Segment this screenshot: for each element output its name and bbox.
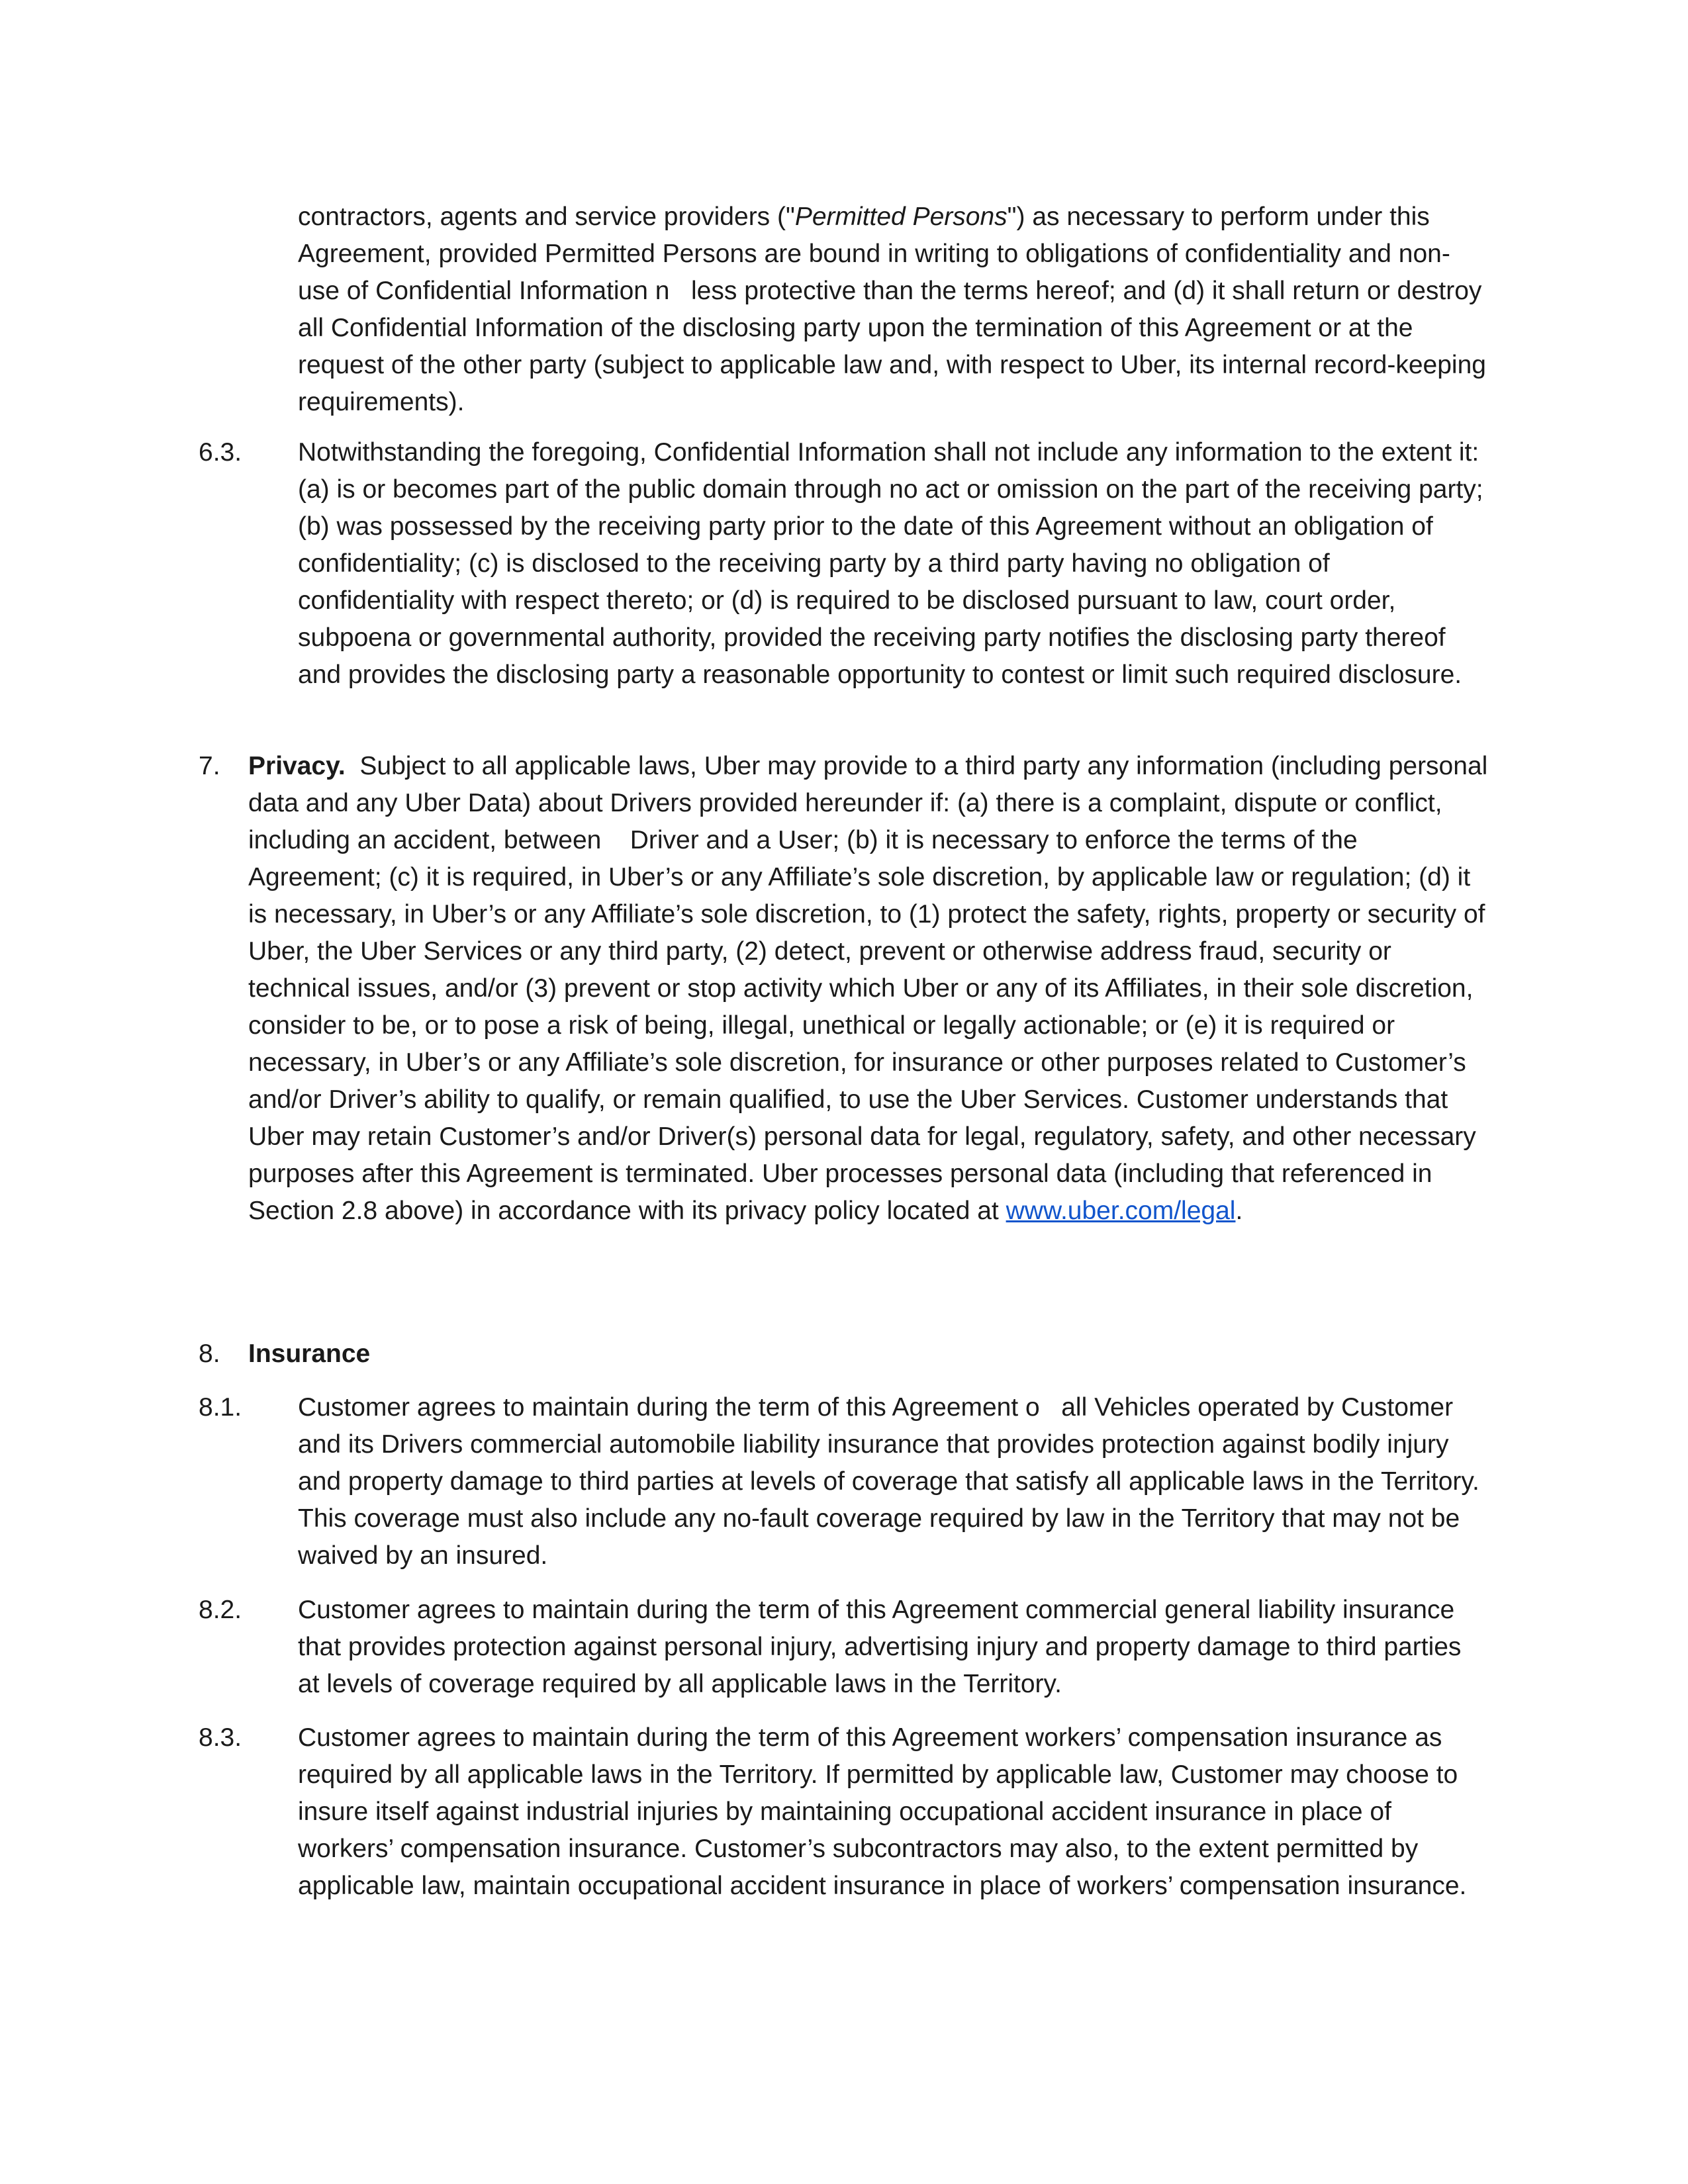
section-6-3-number: 6.3. — [199, 438, 242, 467]
section-8-number: 8. — [199, 1340, 220, 1368]
continued-text-part1: contractors, agents and service providers (" — [298, 203, 795, 231]
section-7-paragraph — [248, 748, 1493, 1230]
section-8-2-text: Customer agrees to maintain during the term of this Agreement commercial general liability insurance that provides protection against personal injury, advertising injury and property damage to third parties at levels of coverage required by all applicable laws in the Territory. — [298, 1596, 1462, 1698]
section-6-3-text: Notwithstanding the foregoing, Confidential Information shall not include any information to the extent it: (a) is or becomes part of the public domain through no act or omission on the part of the receiving party; (b) was possessed by the receiving party prior to the date of this Agreement without an obligation of confidentiality; (c) is disclosed to the receiving party by a third party having no obligation of confidentiality with respect thereto; or (d) is required to be disclosed pursuant to law, court order, subpoena or governmental authority, provided the receiving party notifies the disclosing party thereof and provides the disclosing party a reasonable opportunity to contest or limit such required disclosure. — [298, 438, 1483, 689]
continued-paragraph — [298, 199, 1489, 421]
section-7-heading: Privacy. — [248, 752, 346, 780]
section-7-link-trailing: . — [1235, 1197, 1243, 1225]
uber-legal-link[interactable]: www.uber.com/legal — [1006, 1197, 1236, 1225]
section-7-text: Subject to all applicable laws, Uber may provide to a third party any information (including personal data and any Uber Data) about Drivers provided hereunder if: (a) there is a complaint, dispute or conflict, including an accident, between Driver and a User; (b) it is necessary to enforce the terms of the Agreement; (c) it is required, in Uber’s or any Affiliate’s sole discretion, by applicable law or regulation; (d) it is necessary, in Uber’s or any Affiliate’s sole discretion, to (1) protect the safety, rights, property or security of Uber, the Uber Services or any third party, (2) detect, prevent or otherwise address fraud, security or technical issues, and/or (3) prevent or stop activity which Uber or any of its Affiliates, in their sole discretion, consider to be, or to pose a risk of being, illegal, unethical or legally actionable; or (e) it is required or necessary, in Uber’s or any Affiliate’s sole discretion, for insurance or other purposes related to Customer’s and/or Driver’s ability to qualify, or remain qualified, to use the Uber Services. Customer understands that Uber may retain Customer’s and/or Driver(s) personal data for legal, regulatory, safety, and other necessary purposes after this Agreement is terminated. Uber processes personal data (including that referenced in Section 2.8 above) in accordance with its privacy policy located at — [248, 752, 1488, 1225]
section-8-3-number: 8.3. — [199, 1723, 242, 1752]
section-8-3-text: Customer agrees to maintain during the term of this Agreement workers’ compensation insurance as required by all applicable laws in the Territory. If permitted by applicable law, Customer may choose to insure itself against industrial injuries by maintaining occupational accident insurance in place of workers’ compensation insurance. Customer’s subcontractors may also, to the extent permitted by applicable law, maintain occupational accident insurance in place of workers’ compensation insurance. — [298, 1723, 1467, 1900]
section-8-2-number: 8.2. — [199, 1596, 242, 1624]
section-8-heading: Insurance — [248, 1340, 371, 1368]
section-8-1-text: Customer agrees to maintain during the term of this Agreement o all Vehicles operated by Customer and its Drivers commercial automobile liability insurance that provides protection against bodily injury and property damage to third parties at levels of coverage that satisfy all applicable laws in the Territory. This coverage must also include any no-fault coverage required by law in the Territory that may not be waived by an insured. — [298, 1393, 1479, 1570]
permitted-persons-term: Permitted Persons — [794, 203, 1008, 231]
section-7-number: 7. — [199, 752, 220, 780]
continued-text-part2: ") as necessary to perform under this Agreement, provided Permitted Persons are bound in writing to obligations of confidentiality and non-use of Confidential Information n less protective than the terms hereof; and (d) it shall return or destroy all Confidential Information of the disclosing party upon the termination of this Agreement or at the request of the other party (subject to applicable law and, with respect to Uber, its internal record-keeping requirements). — [298, 203, 1486, 416]
section-8-1-number: 8.1. — [199, 1393, 242, 1422]
